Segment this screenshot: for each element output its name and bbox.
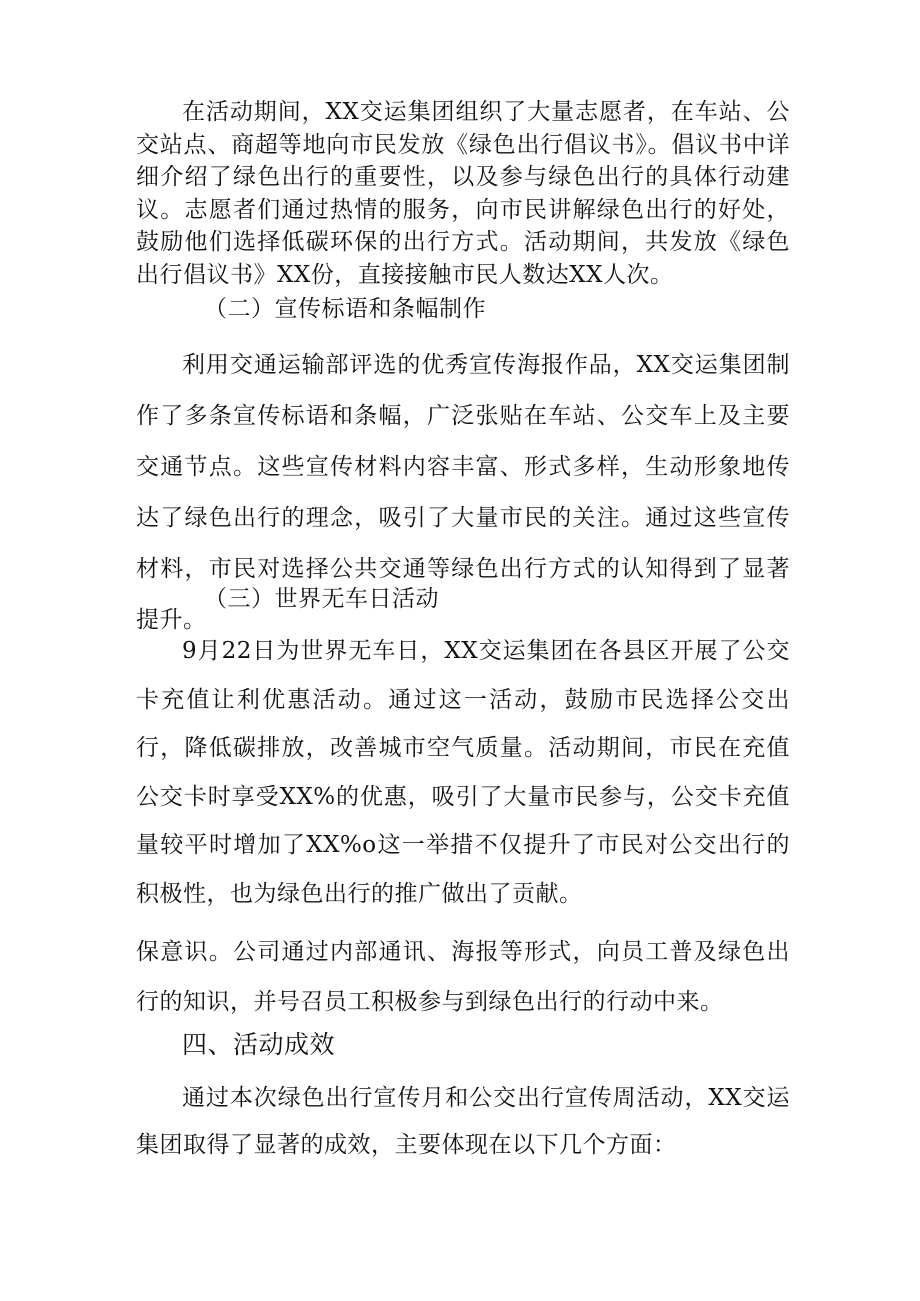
- paragraph-results-intro: 通过本次绿色出行宣传月和公交出行宣传周活动，XX交运集团取得了显著的成效，主要体现在以下几个方面：: [136, 1085, 790, 1158]
- section-heading-results: 四、活动成效: [182, 1030, 336, 1059]
- subheading-slogans-banners: （二）宣传标语和条幅制作: [204, 296, 486, 322]
- paragraph-volunteers: 在活动期间，XX交运集团组织了大量志愿者，在车站、公交站点、商超等地向市民发放《绿色出行倡议书》。倡议书中详细介绍了绿色出行的重要性，以及参与绿色出行的具体行动建议。志愿者们通过热情的服务，向市民讲解绿色出行的好处，鼓励他们选择低碳环保的出行方式。活动期间，共发放《绿色出行倡议书》XX份，直接接触市民人数达XX人次。: [136, 99, 790, 288]
- paragraph-posters-slogans: 利用交通运输部评选的优秀宣传海报作品，XX交运集团制作了多条宣传标语和条幅，广泛张贴在车站、公交车上及主要交通节点。这些宣传材料内容丰富、形式多样，生动形象地传达了绿色出行的理念，吸引了大量市民的关注。通过这些宣传材料，市民对选择公共交通等绿色出行方式的认知得到了显著提升。: [136, 352, 790, 633]
- paragraph-employee-awareness: 保意识。公司通过内部通讯、海报等形式，向员工普及绿色出行的知识，并号召员工积极参与到绿色出行的行动中来。: [136, 939, 790, 1015]
- subheading-car-free-day: （三）世界无车日活动: [204, 586, 439, 612]
- paragraph-car-free-day: 9月22日为世界无车日，XX交运集团在各县区开展了公交卡充值让利优惠活动。通过这一活动，鼓励市民选择公交出行，降低碳排放，改善城市空气质量。活动期间，市民在充值公交卡时享受XX%的优惠，吸引了大量市民参与，公交卡充值量较平时增加了XX%o这一举措不仅提升了市民对公交出行的积极性，也为绿色出行的推广做出了贡献。: [136, 638, 790, 907]
